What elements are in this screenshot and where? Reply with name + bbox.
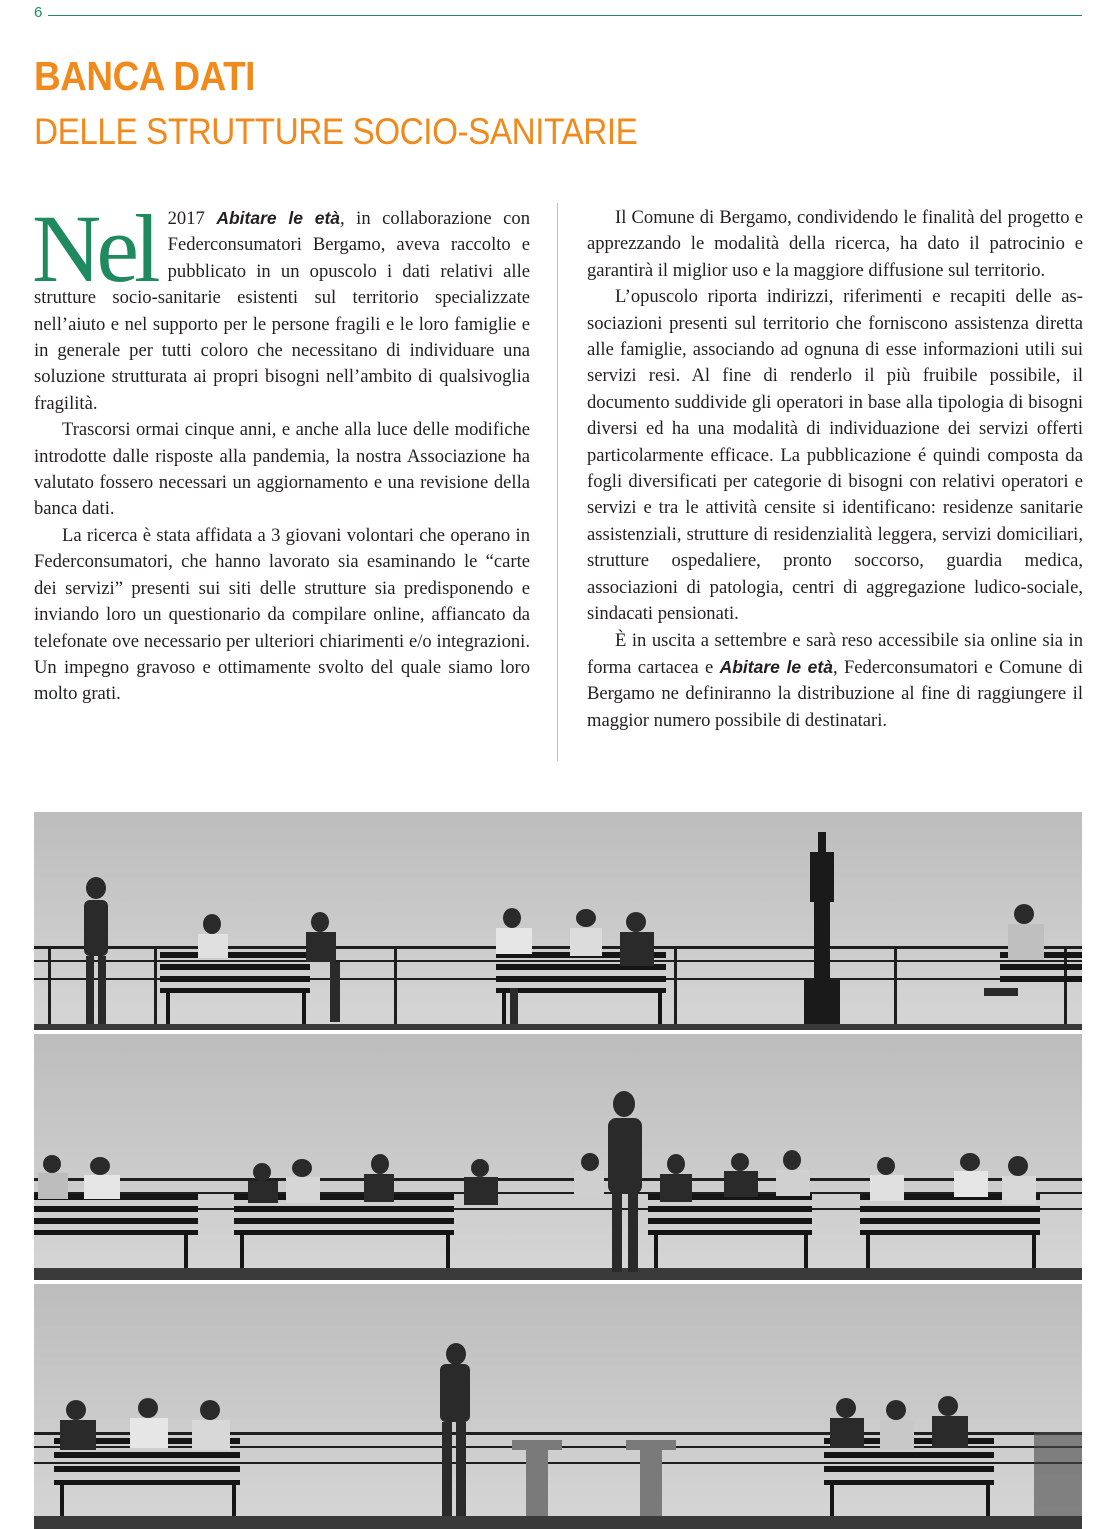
article-column-right — [587, 205, 1083, 734]
page-subtitle: DELLE STRUTTURE SOCIO-SANITARIE — [34, 111, 638, 152]
paragraph-research: La ricerca è stata affidata a 3 giovani volontari che operano in Federconsumatori, che hanno lavorato sia esaminando le “carte dei servizi” presenti sui siti delle strutture sia predisponendo e inviando loro un questionario da compilare online, affiancato da telefonate ove necessario per ulteriori chiarimenti e/o integrazioni. Un impegno gravoso e ottimamente svolto del quale siamo loro molto grati. — [34, 524, 530, 705]
article-column-left — [32, 195, 530, 708]
association-name: Abitare le età — [216, 208, 340, 228]
drop-cap: Nel — [32, 195, 156, 302]
intro-text-b: , in collaborazione con Federconsumatori Bergamo, aveva raccolto e pubblicato in un opuscolo i dati relativi alle strutture socio-sanitarie esistenti sul territorio specializzate nell’aiuto e nel supporto per le persone fragili e le loro famiglie e in generale per tutti coloro che necessitano di individuare una soluzione strutturata ai propri bisogni nell’ambito di qualsivoglia fragilità. — [34, 208, 530, 414]
header-rule — [48, 15, 1082, 16]
column-divider — [557, 203, 558, 761]
paragraph-intro — [32, 195, 530, 417]
page-number: 6 — [34, 4, 43, 21]
association-name-2: Abitare le età — [719, 656, 833, 677]
paragraph-update: Trascorsi ormai cinque anni, e anche alla luce delle modifiche introdotte dalle risposte alla pandemia, la nostra Associazione ha valutato fossero necessari un aggiornamento e una revisione della banca dati. — [34, 419, 530, 520]
boardwalk-photo — [34, 812, 1082, 1529]
release-text-b: , Federconsumatori e Comune di Bergamo ne definiranno la distribuzione al fine di raggiungere il maggior numero possibile di destinatari. — [587, 656, 1083, 731]
photo-strip-top — [34, 812, 1082, 1030]
paragraph-municipality: Il Comune di Bergamo, condividendo le finalità del progetto e apprezzando le modalità della ricerca, ha dato il patrocinio e garantirà il miglior uso e la maggiore diffusione sul territorio. — [587, 207, 1083, 281]
photo-strip-bottom — [34, 1284, 1082, 1529]
paragraph-release — [587, 628, 1083, 735]
release-text-a: È in uscita a settembre e sarà reso accessibile sia online sia in forma cartacea e — [587, 629, 1083, 678]
intro-text-a: 2017 — [167, 208, 217, 229]
paragraph-booklet: L’opuscolo riporta indirizzi, riferimenti e recapiti delle associazioni presenti sul territorio che forniscono assistenza diretta alle famiglie, associando ad ognuna di esse informazioni utili sui servizi resi. Al fine di renderlo il più fruibile possibile, il documento suddivide gli operatori in base alla tipologia di bisogni diversi ed ha una modalità di individuazione dei servizi offerti particolarmente efficace. La pubblicazione é quindi composta da fogli diversificati per categorie di bisogni con relativi operatori e servizi e tra le attività censite si identificano: residenze sanitarie assistenziali, strutture di residenzialità leggera, servizi domiciliari, strutture ospedaliere, pronto soccorso, guardia medica, associazioni di patologia, centri di aggregazione ludico-sociale, sindacati pensionati. — [587, 286, 1083, 625]
photo-strip-middle — [34, 1034, 1082, 1280]
page-title: BANCA DATI — [34, 53, 255, 99]
